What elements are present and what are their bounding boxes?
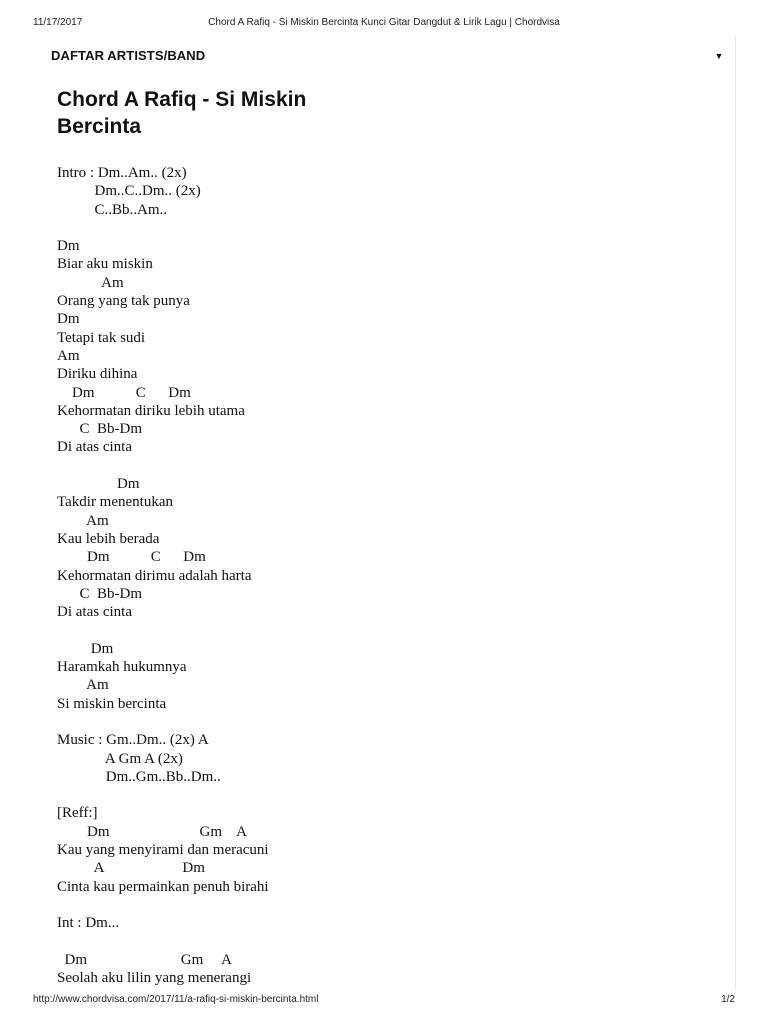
page-number: 1/2 — [721, 994, 735, 1005]
chord-lyrics-body: Intro : Dm..Am.. (2x) Dm..C..Dm.. (2x) C..Bb..Am.. Dm Biar aku miskin Am Orang yang tak punya Dm Tetapi tak sudi Am Diriku dihina Dm C Dm Kehormatan diriku lebih utama C Bb-Dm Di atas cinta Dm Takdir menentukan Am Kau lebih berada Dm C Dm Kehormatan dirimu adalah harta C Bb-Dm Di atas cinta Dm Haramkah hukumnya Am Si miskin bercinta Music : Gm..Dm.. (2x) A A Gm A (2x) Dm..Gm..Bb..Dm.. [Reff:] Dm Gm A Kau yang menyirami dan meracuni A Dm Cinta kau permainkan penuh birahi Int : Dm... Dm Gm A Seolah aku lilin yang menerangi — [57, 165, 269, 987]
print-footer — [0, 994, 768, 1008]
print-header — [0, 17, 768, 31]
song-title — [57, 86, 477, 140]
print-document-title: Chord A Rafiq - Si Miskin Bercinta Kunci Gitar Dangdut & Lirik Lagu | Chordvisa — [208, 17, 560, 28]
page-url: http://www.chordvisa.com/2017/11/a-rafiq-si-miskin-bercinta.html — [33, 994, 319, 1005]
page-content — [33, 36, 736, 990]
artists-nav-label[interactable]: DAFTAR ARTISTS/BAND — [51, 48, 206, 63]
artists-nav-bar[interactable] — [33, 44, 735, 68]
song-title-line-1: Chord A Rafiq - Si Miskin — [57, 88, 307, 111]
dropdown-arrow-icon[interactable]: ▼ — [714, 51, 724, 61]
print-date: 11/17/2017 — [33, 17, 83, 28]
song-title-line-2: Bercinta — [57, 115, 142, 138]
